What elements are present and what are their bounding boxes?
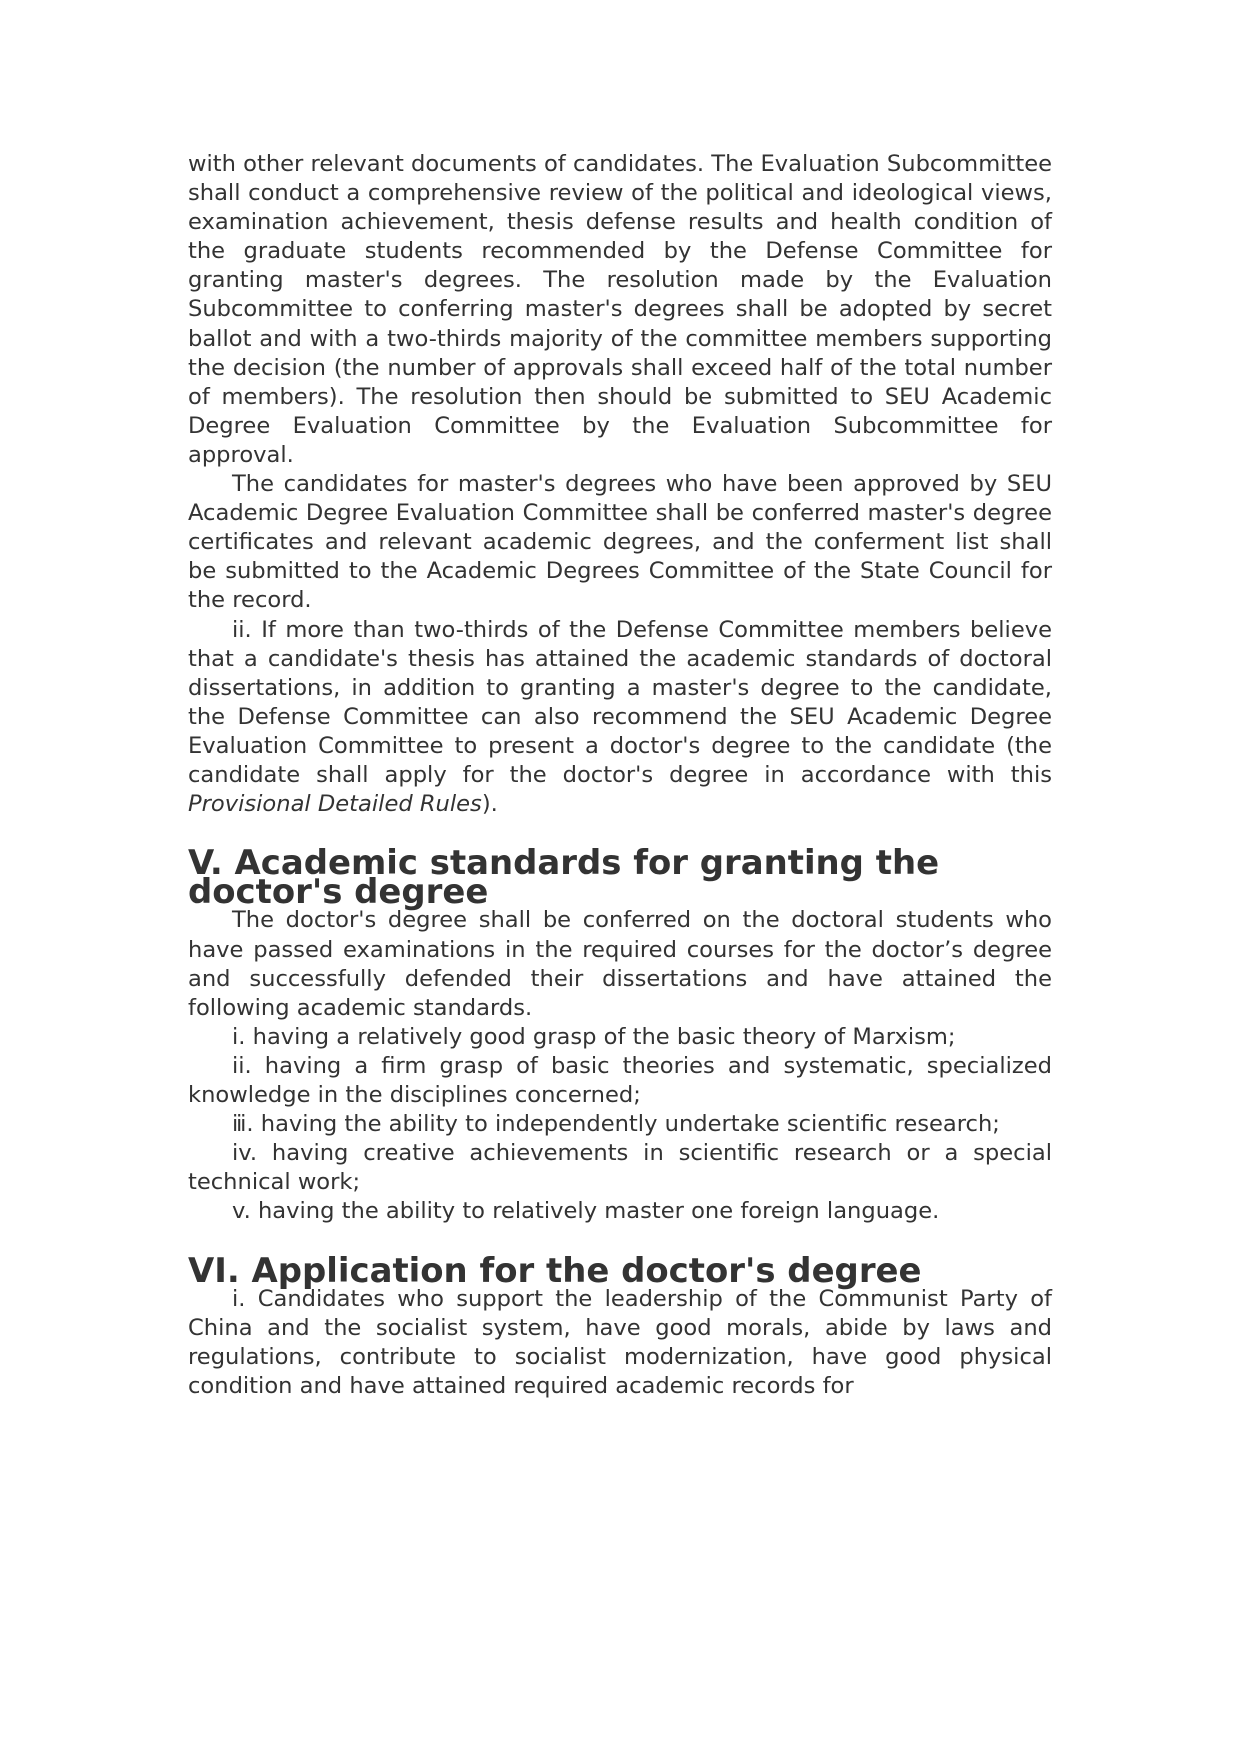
paragraph-master-conferment: The candidates for master's degrees who have been approved by SEU Academic Degree Evaluation Committee shall be conferred master's degree certificates and relevant academic degrees, and the conferment list shall be submitted to the Academic Degrees Committee of the State Council for the record. — [188, 471, 1052, 614]
list-item: v. having the ability to relatively master one foreign language. — [232, 1198, 940, 1225]
list-item: i. having a relatively good grasp of the basic theory of Marxism; — [232, 1023, 956, 1050]
paragraph-text: ii. If more than two-thirds of the Defense Committee members believe that a candidate's thesis has attained the academic standards of doctoral dissertations, in addition to granting a master's degree to the candidate, the Defense Committee can also recommend the SEU Academic Degree Evaluation Committee to present a doctor's degree to the candidate (the candidate shall apply for the doctor's degree in accordance with this — [188, 616, 1052, 788]
paragraph-text-end: ). — [481, 791, 498, 818]
paragraph-evaluation-subcommittee: with other relevant documents of candidates. The Evaluation Subcommittee shall conduct a comprehensive review of the political and ideological views, examination achievement, thesis defense results and health condition of the graduate students recommended by the Defense Committee for granting master's degrees. The resolution made by the Evaluation Subcommittee to conferring master's degrees shall be adopted by secret ballot and with a two-thirds majority of the committee members supporting the decision (the number of approvals shall exceed half of the total number of members). The resolution then should be submitted to SEU Academic Degree Evaluation Committee by the Evaluation Subcommittee for approval. — [188, 151, 1052, 468]
section-heading-v: V. Academic standards for granting the doctor's degree — [188, 843, 940, 912]
list-item: ⅲ. having the ability to independently undertake scientific research; — [232, 1111, 1000, 1138]
section-v-intro: The doctor's degree shall be conferred on the doctoral students who have passed examinations in the required courses for the doctor’s degree and successfully defended their dissertations and have attained the following academic standards. — [188, 907, 1052, 1021]
document-page — [188, 150, 1052, 1401]
paragraph-doctor-recommendation — [188, 616, 1052, 820]
section-heading-vi: VI. Application for the doctor's degree — [188, 1250, 922, 1290]
list-item: iv. having creative achievements in scientific research or a special technical work; — [188, 1140, 1052, 1196]
section-vi-paragraph: i. Candidates who support the leadership of the Communist Party of China and the socialist system, have good morals, abide by laws and regulations, contribute to socialist modernization, have good physical condition and have attained required academic records for — [188, 1285, 1052, 1399]
rules-title-italic: Provisional Detailed Rules — [188, 791, 482, 818]
list-item: ii. having a firm grasp of basic theories and systematic, specialized knowledge in the disciplines concerned; — [188, 1052, 1052, 1108]
